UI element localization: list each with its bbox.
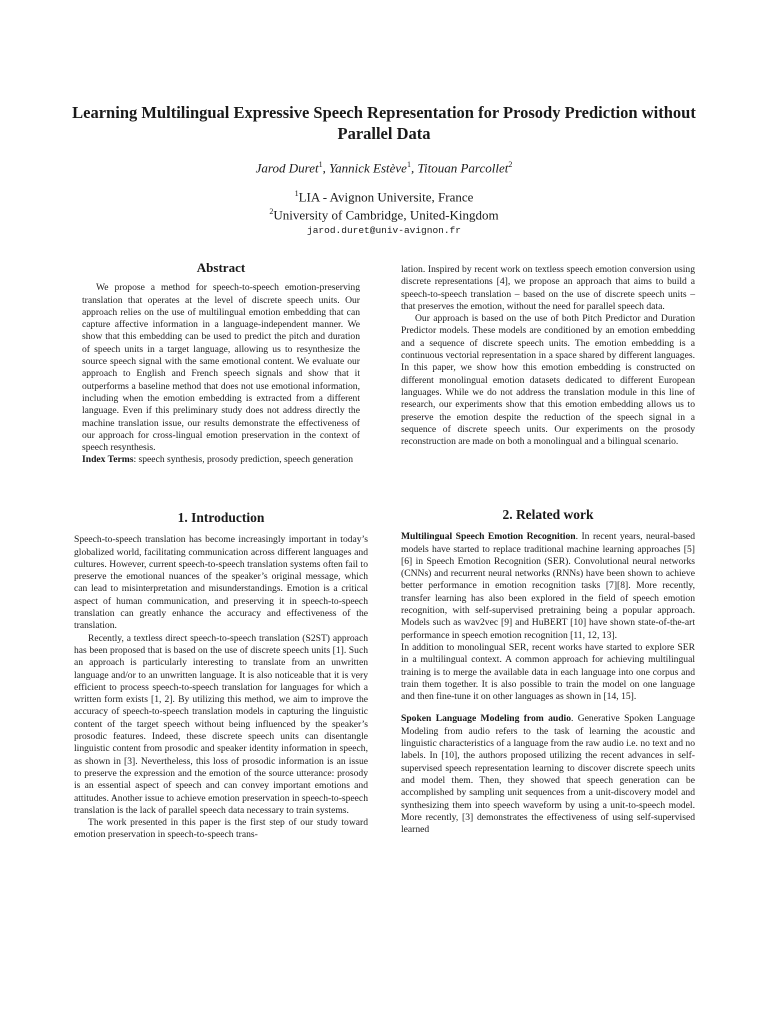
affiliation-name: LIA - Avignon Universite, France bbox=[298, 189, 474, 205]
left-column-intro bbox=[74, 512, 368, 842]
intro-heading: 1. Introduction bbox=[177, 510, 265, 525]
author-email: jarod.duret@univ-avignon.fr bbox=[307, 225, 461, 236]
author-name: Yannick Estève bbox=[329, 160, 407, 176]
author-affiliation-mark: 1 bbox=[318, 160, 323, 169]
slm-text: . Generative Spoken Language Modeling from audio refers to the task of learning the acoustic and linguistic characteristics of a language from the raw audio i.e. no text and no labels. In [10], the authors proposed utilizing the recent advances in self-supervised speech representation learning to discover discrete speech units and model them. Then, they showed that speech generation can be accomplished by sampling unit sequences from a unit-discovery model and synthesizing them into speech waveform by using a unit-to-speech model. More recently, [3] demonstrates the effectiveness of using self-supervised learned bbox=[401, 713, 695, 836]
author-name: Jarod Duret bbox=[255, 160, 319, 176]
index-terms bbox=[82, 454, 360, 466]
index-terms-label: Index Terms bbox=[82, 454, 134, 466]
affiliation-name: University of Cambridge, United-Kingdom bbox=[273, 207, 499, 223]
author-name: Titouan Parcollet bbox=[417, 160, 509, 176]
mser-label: Multilingual Speech Emotion Recognition bbox=[401, 531, 576, 543]
right-column bbox=[401, 264, 695, 448]
right-column-related bbox=[401, 509, 695, 836]
author-affiliation-mark: 1 bbox=[406, 160, 411, 169]
author-affiliation-mark: 2 bbox=[508, 160, 513, 169]
related-paragraph: In addition to monolingual SER, recent works have started to explore SER in a multilingual context. A common approach for achieving multilingual training is to merge the available data in each language into one corpus and train them together. It is also possible to train the model on one language and then fine-tune it on other languages as shown in [14, 15]. bbox=[401, 641, 695, 703]
abstract-heading: Abstract bbox=[196, 260, 246, 275]
index-terms-text: : speech synthesis, prosody prediction, speech generation bbox=[133, 454, 353, 466]
intro-paragraph: Recently, a textless direct speech-to-speech translation (S2ST) approach has been proposed that is based on the use of discrete speech units [1]. Such an approach is particularly interesting to translate from an unwritten language and/or to an unwritten language. It is also noticeable that it is very efficient to process speech-to-speech translation for languages for which a written form exists [1, 2]. By utilizing this method, we aim to improve the accuracy of speech-to-speech translation models in capturing the linguistic content of the target speech without being influenced by the speaker’s prosodic features. Indeed, these discrete speech units can disentangle linguistic content from prosodic and speaker identity information in speech, as shown in [3]. Nevertheless, this loss of prosodic information is an issue to preserve the expression and the emotion of the source utterance: prosody is an essential aspect of speech and can convey important emotions and attitudes. Another issue to achieve emotion preservation in speech-to-speech translation is the lack of parallel speech data necessary to train systems. bbox=[74, 632, 368, 816]
intro-paragraph: The work presented in this paper is the first step of our study toward emotion preservation in speech-to-speech trans- bbox=[74, 817, 368, 841]
intro-paragraph: Speech-to-speech translation has become increasingly important in today’s globalized world, facilitating communication across different languages and cultures. However, current speech-to-speech translation systems often fail to preserve the emotional nuances of the speaker’s original message, which can lead to misinterpretation and misunderstandings. Emotion is a critical aspect of human communication, and preserving it in speech-to-speech translation can greatly enhance the accuracy and effectiveness of the translation. bbox=[74, 534, 368, 632]
related-paragraph bbox=[401, 713, 695, 836]
abstract-body bbox=[74, 282, 368, 466]
intro-paragraph-cont: lation. Inspired by recent work on textless speech emotion conversion using discrete representations [4], we propose an approach that aims to build a speech-to-speech translation – based on the use of discrete speech units – that preserves the emotion, without the need for parallel speech data. bbox=[401, 264, 695, 312]
slm-label: Spoken Language Modeling from audio bbox=[401, 713, 572, 725]
paper-title: Learning Multilingual Expressive Speech Representation for Prosody Prediction without Parallel Data bbox=[72, 103, 696, 143]
left-column bbox=[74, 262, 368, 467]
mser-text: . In recent years, neural-based models have started to replace traditional machine learning approaches [5][6] in Speech Emotion Recognition (SER). Convolutional neural networks (CNNs) and recurrent neural networks (RNNs) have been shown to achieve better performance in emotion recognition tasks [7][8]. More recently, transfer learning has also been explored in the field of speech emotion recognition, with self-supervised pretraining being a popular approach. Models such as wav2vec [9] and HuBERT [10] have shown state-of-the-art performance in speech emotion recognition [11, 12, 13]. bbox=[401, 531, 695, 641]
affiliation bbox=[60, 204, 708, 223]
intro-paragraph: Our approach is based on the use of both Pitch Predictor and Duration Predictor models. These models are conditioned by an emotion embedding and a sequence of discrete speech units. The emotion embedding is a continuous vectorial representation in a space shared by different languages. In this paper, we show how this emotion embedding is constructed on different monolingual emotion datasets dedicated to different European languages. While we do not address the translation module in this line of research, our experiments show that this emotion embedding allows us to preserve the emotion despite the reduction of the speech signal in a sequence of discrete speech units. Our experiments on the prosody reconstruction are made on both a monolingual and a bilingual scenario. bbox=[401, 313, 695, 448]
author-list: Jarod Duret$^1$, Yannick Estève$^1$, Titouan Parcollet$^2$ bbox=[255, 160, 513, 176]
abstract-text: We propose a method for speech-to-speech emotion-preserving translation that operates at the level of discrete speech units. Our approach relies on the use of multilingual emotion embedding that can capture affective information in a language-independent manner. We show that this embedding can be used to predict the pitch and duration of speech units in a target language, allowing us to resynthesize the source speech signal with the same emotional content. We evaluate our approach to English and French speech signals and show that it outperforms a baseline method that does not use emotional information, including when the emotion embedding is extracted from a different language. Even if this preliminary study does not address directly the machine translation issue, our results demonstrate the effectiveness of our approach for cross-lingual emotion preservation in the context of speech resynthesis. bbox=[82, 282, 360, 454]
related-work-heading: 2. Related work bbox=[502, 507, 594, 522]
affiliation bbox=[60, 186, 708, 205]
affiliation-number: 1 bbox=[294, 189, 299, 198]
affiliation-number: 2 bbox=[269, 207, 274, 216]
related-paragraph bbox=[401, 531, 695, 642]
